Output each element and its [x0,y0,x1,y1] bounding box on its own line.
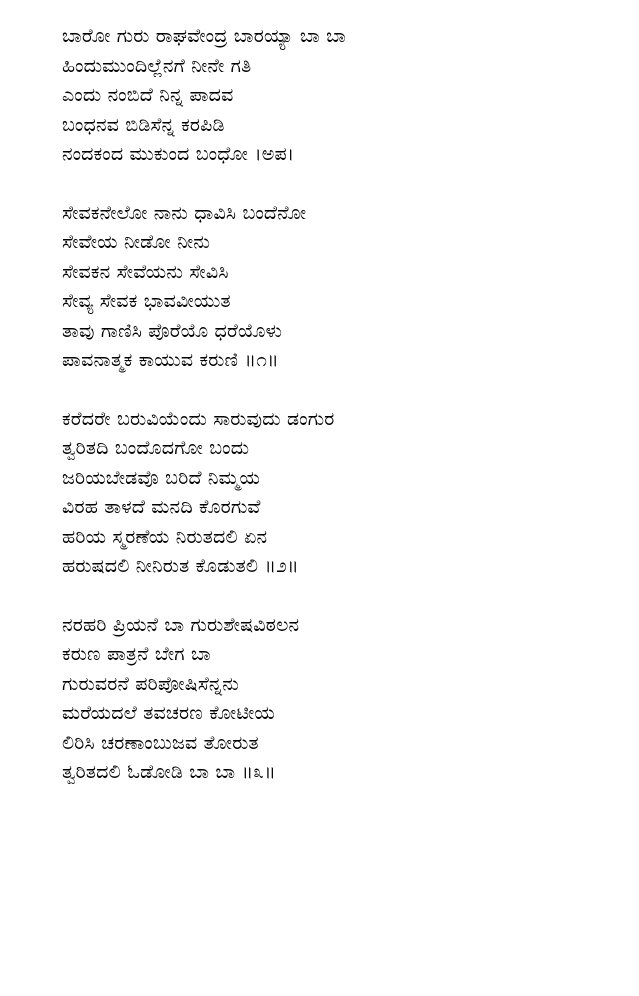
verse-line: ಹಿಂದುಮುಂದಿಲ್ಲೆನಗೆ ನೀನೇ ಗತಿ [62,54,252,77]
verse-line: ಪಾವನಾತ್ಮಕ ಕಾಯುವ ಕರುಣಿ ॥೧॥ [62,349,279,371]
stanza-2 [62,405,622,582]
stanza-1 [62,199,622,376]
verse-line: ಎಂದು ನಂಬಿದೆ ನಿನ್ನ ಪಾದವ [62,84,234,106]
lyrics-document [62,22,622,788]
verse-line: ತಾವು ಗಾಣಿಸಿ ಪೊರೆಯೊ ಧರೆಯೊಳು [62,319,283,342]
stanza-3 [62,611,622,788]
verse-line: ಕರೆದರೇ ಬರುವಿಯೆಂದು ಸಾರುವುದು ಡಂಗುರ [62,407,335,430]
verse-line: ಬಂಧನವ ಬಿಡಿಸೆನ್ನ ಕರಪಿಡಿ [62,113,225,136]
verse-line: ಹರಿಯ ಸ್ಮರಣೆಯ ನಿರುತದಲಿ ಏನ [62,525,268,548]
verse-line: ಸೇವಕನೇಲೋ ನಾನು ಧಾವಿಸಿ ಬಂದೆನೋ [62,201,307,224]
verse-line: ಮರೆಯದಲೆ ತವಚರಣ ಕೋಟೀಯ [62,702,275,724]
verse-line: ಹರುಷದಲಿ ನೀನಿರುತ ಕೊಡುತಲಿ ॥೨॥ [62,555,299,577]
verse-line: ಸೇವಕನ ಸೇವೆಯನು ಸೇವಿಸಿ [62,260,229,283]
verse-line: ನಂದಕಂದ ಮುಕುಂದ ಬಂಧೋ ।ಅಪ। [62,143,295,165]
verse-line: ಸೇವೇಯ ನೀಡೋ ನೀನು [62,231,211,253]
verse-line: ತ್ವರಿತದಿ ಬಂದೊದಗೋ ಬಂದು [62,437,250,459]
verse-line: ಕರುಣ ಪಾತ್ರನೆ ಬೇಗ ಬಾ [62,643,211,665]
verse-line: ತ್ವರಿತದಲಿ ಓಡೋಡಿ ಬಾ ಬಾ ॥೩॥ [62,761,276,783]
verse-line: ಲಿರಿಸಿ ಚರಣಾಂಬುಜವ ತೋರುತ [62,731,259,754]
verse-line: ಜರಿಯಬೇಡವೊ ಬರಿದೆ ನಿಮ್ಮಯ [62,466,261,489]
verse-line: ಗುರುವರನೆ ಪರಿಪೋಷಿಸೆನ್ನನು [62,672,240,695]
verse-line: ಸೇವ್ಯ ಸೇವಕ ಭಾವವೀಯುತ [62,290,231,312]
verse-line: ವಿರಹ ತಾಳದೆ ಮನದಿ ಕೊರಗುವೆ [62,496,261,518]
verse-line: ನರಹರಿ ಪ್ರಿಯನೆ ಬಾ ಗುರುಶೇಷವಿಠಲನ [62,613,300,636]
stanza-refrain [62,22,622,170]
verse-line: ಬಾರೋ ಗುರು ರಾಘವೇಂದ್ರ ಬಾರಯ್ಯಾ ಬಾ ಬಾ [62,25,347,47]
